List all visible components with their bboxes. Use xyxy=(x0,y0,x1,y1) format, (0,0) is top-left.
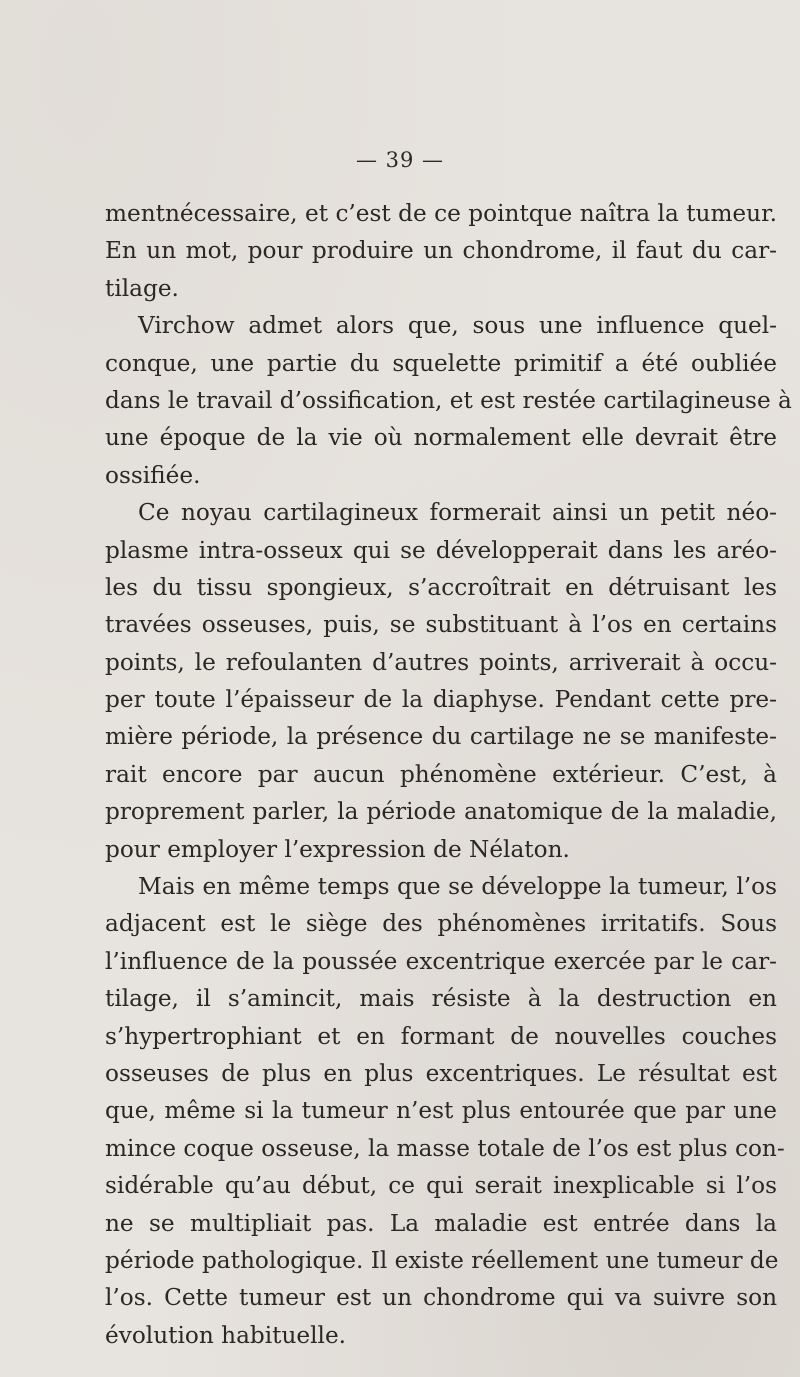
text-line: l’influence de la poussée excentrique exercée par le car- xyxy=(105,947,777,975)
text-line: travées osseuses, puis, se substituant à l’os en certains xyxy=(105,611,777,639)
text-line: plasme intra-osseux qui se développerait dans les aréo- xyxy=(105,536,777,564)
text-line: Mais en même temps que se développe la tumeur, l’os xyxy=(138,873,777,901)
text-line: per toute l’épaisseur de la diaphyse. Pendant cette pre- xyxy=(105,686,777,714)
text-line: Ce noyau cartilagineux formerait ainsi un petit néo- xyxy=(138,499,777,527)
text-line: sidérable qu’au début, ce qui serait inexplicable si l’os xyxy=(105,1172,777,1200)
text-line: évolution habituelle. xyxy=(105,1321,347,1349)
text-line: proprement parler, la période anatomique de la maladie, xyxy=(105,798,777,826)
text-line: conque, une partie du squelette primitif a été oubliée xyxy=(105,349,777,377)
text-line: que, même si la tumeur n’est plus entourée que par une xyxy=(105,1097,777,1125)
text-line: tilage. xyxy=(105,274,179,302)
text-line: période pathologique. Il existe réellement une tumeur de xyxy=(105,1246,779,1274)
text-line: s’hypertrophiant et en formant de nouvelles couches xyxy=(105,1022,777,1050)
page-number: — 39 — xyxy=(355,148,445,172)
text-line: mince coque osseuse, la masse totale de l’os est plus con- xyxy=(105,1134,785,1162)
text-line: ossifiée. xyxy=(105,461,201,489)
text-line: ne se multipliait pas. La maladie est entrée dans la xyxy=(105,1209,777,1237)
text-line: tilage, il s’amincit, mais résiste à la destruction en xyxy=(105,985,777,1013)
body-text xyxy=(105,195,792,1354)
text-line: Virchow admet alors que, sous une influence quel- xyxy=(138,312,777,340)
text-line: osseuses de plus en plus excentriques. Le résultat est xyxy=(105,1059,777,1087)
text-line: En un mot, pour produire un chondrome, il faut du car- xyxy=(105,237,777,265)
text-line: mentnécessaire, et c’est de ce pointque naîtra la tumeur. xyxy=(105,200,777,227)
text-line: adjacent est le siège des phénomènes irritatifs. Sous xyxy=(105,910,777,938)
text-line: une époque de la vie où normalement elle devrait être xyxy=(105,424,777,452)
text-line: les du tissu spongieux, s’accroîtrait en détruisant les xyxy=(105,573,777,601)
text-line: dans le travail d’ossification, et est restée cartilagineuse à xyxy=(105,386,792,414)
text-line: rait encore par aucun phénomène extérieur. C’est, à xyxy=(105,760,777,788)
text-line: mière période, la présence du cartilage ne se manifeste- xyxy=(105,723,777,751)
text-line: points, le refoulanten d’autres points, arriverait à occu- xyxy=(105,648,777,676)
text-line: pour employer l’expression de Nélaton. xyxy=(105,835,570,863)
text-line: l’os. Cette tumeur est un chondrome qui va suivre son xyxy=(105,1284,777,1312)
